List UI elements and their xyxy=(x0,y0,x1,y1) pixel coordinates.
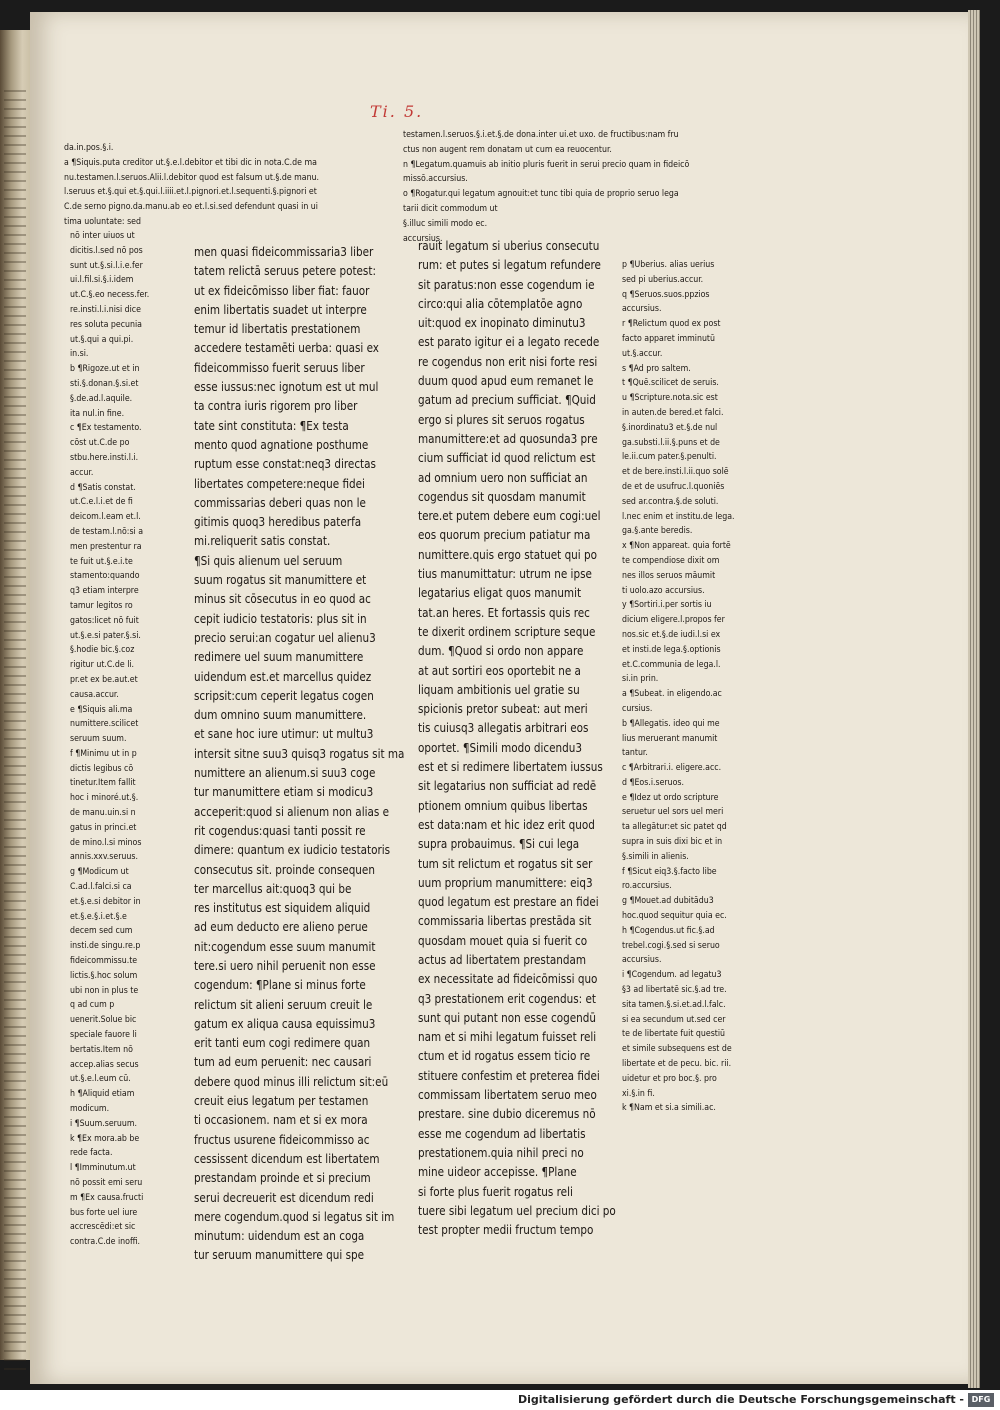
text-line: d ¶Eos.i.seruos. xyxy=(622,776,685,788)
text-line: decem sed cum xyxy=(70,925,133,937)
text-line: sed pi uberius.accur. xyxy=(622,273,704,285)
text-line: ga.§.ante beredis. xyxy=(622,525,693,537)
text-line: accursius. xyxy=(403,232,443,244)
left-gloss-column xyxy=(70,229,149,1250)
text-line: ut.C.e.l.i.et de fi xyxy=(70,496,133,508)
text-line: ctum et id rogatus essem ticio re xyxy=(418,1049,591,1064)
text-line: dicium eligere.l.propos fer xyxy=(622,614,725,626)
text-line: e ¶Siquis ali.ma xyxy=(70,703,133,715)
text-line: te dixerit ordinem scripture seque xyxy=(418,624,596,639)
text-line: k ¶Nam et si.a simili.ac. xyxy=(622,1102,716,1114)
text-line: men prestentur ra xyxy=(70,540,142,552)
text-line: gatum ex aliqua causa equissimu3 xyxy=(194,1016,376,1031)
text-line: ti uolo.azo accursius. xyxy=(622,584,705,596)
text-line: commissam libertatem seruo meo xyxy=(418,1088,597,1103)
text-line: y ¶Sortiri.i.per sortis iu xyxy=(622,599,712,611)
text-line: ga.substi.l.ii.§.puns et de xyxy=(622,436,720,448)
text-line: pr.et ex be.aut.et xyxy=(70,673,138,685)
text-line: numittere.quis ergo statuet qui po xyxy=(418,547,597,562)
text-line: trebel.cogi.§.sed si seruo xyxy=(622,939,720,951)
text-line: ut.§.e.l.eum cū. xyxy=(70,1073,131,1085)
text-line: insti.de singu.re.p xyxy=(70,940,141,952)
text-line: lictis.§.hoc solum xyxy=(70,969,138,981)
text-line: cursius. xyxy=(622,702,653,714)
text-line: in auten.de bered.et falci. xyxy=(622,406,724,418)
text-line: si forte plus fuerit rogatus reli xyxy=(418,1184,573,1199)
text-line: ter marcellus ait:quoq3 qui be xyxy=(194,881,352,896)
text-line: ita nul.in fine. xyxy=(70,407,125,419)
text-line: modicum. xyxy=(70,1103,110,1115)
text-line: sita tamen.§.si.et.ad.l.falc. xyxy=(622,998,726,1010)
text-line: esse iussus:nec ignotum est ut mul xyxy=(194,380,379,395)
text-line: prestationem.quia nihil preci no xyxy=(418,1145,584,1160)
text-line: q ¶Seruos.suos.ppzios xyxy=(622,288,710,300)
text-line: relictum sit alieni seruum creuit le xyxy=(194,997,373,1012)
text-line: men quasi fideicommissaria3 liber xyxy=(194,245,374,259)
text-line: §.illuc simili modo ec. xyxy=(403,217,488,229)
text-line: acceperit:quod si alienum non alias e xyxy=(194,804,390,819)
text-line: m ¶Ex causa.fructi xyxy=(70,1191,144,1203)
text-line: si.in prin. xyxy=(622,673,659,685)
text-line: dum omnino suum manumittere. xyxy=(194,708,367,723)
text-line: nam et si mihi legatum fuisset reli xyxy=(418,1030,597,1045)
text-line: gitimis quoq3 heredibus paterfa xyxy=(194,515,362,530)
text-line: spicionis pretor subeat: aut meri xyxy=(418,702,588,717)
text-line: b ¶Allegatis. ideo qui me xyxy=(622,717,720,729)
text-line: sed ar.contra.§.de soluti. xyxy=(622,495,719,507)
footer-bar xyxy=(0,1390,1000,1410)
text-line: res institutus est siquidem aliquid xyxy=(194,901,371,916)
text-line: q3 etiam interpre xyxy=(70,585,139,597)
text-line: q3 prestationem erit cogendus: et xyxy=(418,991,596,1006)
text-line: nit:cogendum esse suum manumit xyxy=(194,939,376,954)
text-line: C.de serno pigno.da.manu.ab eo et.l.si.sed defendunt quasi in ui xyxy=(64,201,318,213)
text-line: i ¶Cogendum. ad legatu3 xyxy=(622,969,722,981)
text-line: et.§.e.si debitor in xyxy=(70,895,141,907)
text-line: re cogendus non erit nisi forte resi xyxy=(418,354,598,369)
text-line: numittere an alienum.si suu3 coge xyxy=(194,766,376,781)
text-line: §.de.ad.l.aquile. xyxy=(70,392,133,404)
text-line: k ¶Ex mora.ab be xyxy=(70,1132,140,1144)
text-line: missō.accursius. xyxy=(403,173,468,185)
text-line: suum rogatus sit manumittere et xyxy=(194,573,367,588)
dfg-logo: DFG xyxy=(968,1393,994,1407)
text-line: gatus in princi.et xyxy=(70,821,137,833)
text-line: uidetur et pro boc.§. pro xyxy=(622,1072,717,1084)
text-line: accursius. xyxy=(622,303,662,315)
text-line: libertate et de pecu. bic. rii. xyxy=(622,1058,732,1070)
text-line: et simile subsequens est de xyxy=(622,1043,732,1055)
text-line: tarii dicit commodum ut xyxy=(403,202,498,214)
text-line: bus forte uel iure xyxy=(70,1206,138,1218)
text-line: sunt qui putant non esse cogendū xyxy=(418,1010,596,1025)
text-line: eos quorum precium patiatur ma xyxy=(418,528,591,543)
main-text-column-1 xyxy=(194,243,404,1266)
text-line: facto apparet imminutū xyxy=(622,332,715,344)
text-line: test propter medii fructum tempo xyxy=(418,1223,594,1238)
text-line: precio serui:an cogatur uel alienu3 xyxy=(194,630,376,645)
text-line: supra probauimus. ¶Si cui lega xyxy=(418,837,580,852)
text-line: creuit eius legatum per testamen xyxy=(194,1094,369,1109)
text-line: ¶Si quis alienum uel seruum xyxy=(194,553,343,568)
text-line: consecutus sit. proinde consequen xyxy=(194,862,375,877)
text-line: in.si. xyxy=(70,348,89,360)
text-line: at aut sortiri eos oportebit ne a xyxy=(418,663,581,678)
text-line: le.ii.cum pater.§.penulti. xyxy=(622,451,717,463)
text-line: tere.et putem debere eum cogi:uel xyxy=(418,509,601,524)
text-line: a ¶Subeat. in eligendo.ac xyxy=(622,688,722,700)
text-line: accedere testamēti uerba: quasi ex xyxy=(194,341,379,356)
text-line: c ¶Ex testamento. xyxy=(70,422,142,434)
text-line: sti.§.donan.§.si.et xyxy=(70,377,139,389)
top-gloss-right xyxy=(403,128,689,246)
text-line: seruum suum. xyxy=(70,733,127,745)
text-line: tius manumittatur: utrum ne ipse xyxy=(418,567,592,582)
text-line: rauit legatum si uberius consecutu xyxy=(418,239,600,253)
text-line: tamur legitos ro xyxy=(70,599,133,611)
text-line: h ¶Cogendus.ut fic.§.ad xyxy=(622,924,715,936)
text-line: q ad cum p xyxy=(70,999,115,1011)
text-line: l ¶Imminutum.ut xyxy=(70,1162,136,1174)
text-line: ex necessitate ad fideicōmissi quo xyxy=(418,972,598,987)
text-line: supra in suis dixi bic et in xyxy=(622,836,723,848)
text-line: nō possit emi seru xyxy=(70,1177,143,1188)
text-line: cepit iudicio testatoris: plus sit in xyxy=(194,611,367,626)
text-line: actus ad libertatem prestandam xyxy=(418,952,587,967)
text-line: uit:quod ex inopinato diminutu3 xyxy=(418,316,586,331)
text-line: da.in.pos.§.i. xyxy=(64,142,114,153)
text-line: legatarius eligat quos manumit xyxy=(418,586,582,601)
text-line: sit paratus:non esse cogendum ie xyxy=(418,277,595,292)
text-line: sit legatarius non sufficiat ad redē xyxy=(418,779,597,794)
text-line: rit cogendus:quasi tanti possit re xyxy=(194,823,366,838)
text-line: n ¶Legatum.quamuis ab initio pluris fuerit in serui precio quam in fideicō xyxy=(403,158,690,170)
text-line: hoc i minoré.ut.§. xyxy=(70,792,139,804)
text-line: commissaria libertas prestāda sit xyxy=(418,914,592,929)
text-line: o ¶Rogatur.qui legatum agnouit:et tunc tibi quia de proprio seruo lega xyxy=(403,188,679,200)
text-line: quosdam mouet quia si fuerit co xyxy=(418,933,588,948)
text-line: uidendum est.et marcellus quidez xyxy=(194,669,372,684)
text-line: tima uoluntate: sed xyxy=(64,215,141,227)
text-line: contra.C.de inoffi. xyxy=(70,1236,141,1248)
text-line: stbu.here.insti.l.i. xyxy=(70,451,139,463)
text-line: commissarias deberi quas non le xyxy=(194,495,366,510)
text-line: res soluta pecunia xyxy=(70,318,142,330)
text-line: cogendum: ¶Plane si minus forte xyxy=(194,978,366,993)
text-line: seruetur uel sors uel meri xyxy=(622,806,724,818)
text-line: tate sint constituta: ¶Ex testa xyxy=(194,418,349,433)
folio-header: Ti. 5. xyxy=(370,102,424,121)
text-line: numittere.scilicet xyxy=(70,718,139,730)
text-line: tantur. xyxy=(622,747,648,759)
text-line: rede facta. xyxy=(70,1147,113,1159)
text-line: debere quod minus illi relictum sit:eū xyxy=(194,1074,389,1089)
text-line: a ¶Siquis.puta creditor ut.§.e.l.debitor et tibi dic in nota.C.de ma xyxy=(64,156,317,168)
text-line: serui decreuerit est dicendum redi xyxy=(194,1190,374,1205)
text-line: nes illos seruos māumit xyxy=(622,569,716,581)
text-line: c ¶Arbitrari.i. eligere.acc. xyxy=(622,762,722,774)
text-line: ut.§.e.si pater.§.si. xyxy=(70,629,141,641)
footer-credit: Digitalisierung gefördert durch die Deutsche Forschungsgemeinschaft - xyxy=(517,1393,964,1406)
text-line: §.inordinatu3 et.§.de nul xyxy=(622,421,718,433)
text-line: temur id libertatis prestationem xyxy=(194,322,361,337)
text-line: uenerit.Solue bic xyxy=(70,1014,137,1026)
text-line: enim libertatis suadet ut interpre xyxy=(194,302,367,317)
text-line: d ¶Satis constat. xyxy=(70,481,136,493)
text-line: oportet. ¶Simili modo dicendu3 xyxy=(418,740,583,755)
text-line: et.§.e.§.i.et.§.e xyxy=(70,910,127,922)
text-line: et sane hoc iure utimur: ut multu3 xyxy=(194,727,374,742)
text-line: ad eum deducto ere alieno perue xyxy=(194,920,368,935)
text-line: g ¶Modicum ut xyxy=(70,866,129,878)
text-line: l.seruus et.§.qui et.§.qui.l.iiii.et.l.pignori.et.l.sequenti.§.pignori et xyxy=(64,186,317,198)
text-line: f ¶Sicut eiq3.§.facto libe xyxy=(622,865,717,877)
text-line: tat.an heres. Et fortassis quis rec xyxy=(418,605,590,620)
text-line: u ¶Scripture.nota.sic est xyxy=(622,392,718,404)
text-line: e ¶Idez ut ordo scripture xyxy=(622,791,719,803)
text-line: accursius. xyxy=(622,954,662,966)
text-line: mere cogendum.quod si legatus sit im xyxy=(194,1209,395,1224)
text-line: et.C.communia de lega.l. xyxy=(622,658,721,670)
text-line: stamento:quando xyxy=(70,570,140,582)
text-line: tur manumittere etiam si modicu3 xyxy=(194,785,374,800)
text-line: §3 ad libertatē sic.§.ad tre. xyxy=(622,984,727,996)
text-line: accur. xyxy=(70,466,94,478)
text-line: tatem relictā seruus petere potest: xyxy=(194,264,376,279)
text-line: ta allegātur:et sic patet qd xyxy=(622,821,727,833)
text-line: intersit sitne suu3 quisq3 rogatus sit ma xyxy=(194,746,405,761)
text-line: §.simili in alienis. xyxy=(622,850,689,862)
book-spine xyxy=(0,30,32,1360)
text-line: quod legatum est prestare an fidei xyxy=(418,895,599,910)
text-line: de testam.l.nō:si a xyxy=(70,525,144,537)
right-gloss-column xyxy=(622,258,735,1116)
text-line: tere.si uero nihil peruenit non esse xyxy=(194,958,376,973)
text-line: gatos:licet nō fuit xyxy=(70,614,139,626)
text-line: dimere: quantum ex iudicio testatoris xyxy=(194,843,391,858)
text-line: x ¶Non appareat. quia fortē xyxy=(622,540,731,552)
text-line: g ¶Mouet.ad dubitādu3 xyxy=(622,895,714,907)
text-line: nu.testamen.l.seruos.Alii.l.debitor quod est falsum ut.§.de manu. xyxy=(64,171,320,183)
text-line: C.ad.l.falci.si ca xyxy=(70,881,132,893)
text-line: lius meruerant manumit xyxy=(622,732,718,744)
text-line: dum. ¶Quod si ordo non appare xyxy=(418,644,584,659)
text-line: de mino.l.si minos xyxy=(70,836,142,848)
text-line: ut.§.qui a qui.pi. xyxy=(70,333,134,345)
text-line: fideicommissu.te xyxy=(70,955,138,967)
text-line: esse me cogendum ad libertatis xyxy=(418,1126,586,1141)
text-line: prestandam proinde et si precium xyxy=(194,1171,371,1186)
text-line: tur seruum manumittere qui spe xyxy=(194,1248,365,1263)
text-line: mi.reliquerit satis constat. xyxy=(194,534,331,549)
text-line: annis.xxv.seruus. xyxy=(70,851,138,863)
page-edges xyxy=(968,10,980,1388)
text-line: prestare. sine dubio diceremus nō xyxy=(418,1107,596,1122)
text-line: b ¶Rigoze.ut et in xyxy=(70,363,140,375)
text-line: ad omnium uero non sufficiat an xyxy=(418,470,588,485)
text-line: tum sit relictum et rogatus sit ser xyxy=(418,856,593,871)
text-line: de et de usufruc.l.quoniēs xyxy=(622,480,725,492)
text-line: tinetur.Item fallit xyxy=(70,777,136,789)
text-line: manumittere:et ad quosunda3 pre xyxy=(418,431,598,446)
text-line: est parato igitur ei a legato recede xyxy=(418,335,600,350)
text-line: libertates competere:neque fidei xyxy=(194,476,365,491)
text-line: p ¶Uberius. alias uerius xyxy=(622,259,715,270)
text-line: erit tanti eum cogi redimere quan xyxy=(194,1036,371,1051)
text-line: te fuit ut.§.e.i.te xyxy=(70,555,133,567)
text-line: fructus usurene fideicommisso ac xyxy=(194,1132,370,1147)
text-line: cogendus sit quosdam manumit xyxy=(418,489,586,504)
text-line: mine uideor accepisse. ¶Plane xyxy=(418,1165,577,1180)
text-line: speciale fauore li xyxy=(70,1029,137,1041)
text-line: sunt ut.§.si.l.i.e.fer xyxy=(70,259,143,271)
text-line: cōst ut.C.de po xyxy=(70,437,130,449)
text-line: causa.accur. xyxy=(70,688,119,700)
text-line: est et si redimere libertatem iussus xyxy=(418,760,603,775)
text-line: fideicommisso fuerit seruus liber xyxy=(194,360,365,375)
text-line: re.insti.l.i.nisi dice xyxy=(70,303,141,315)
text-line: te de libertate fuit questiū xyxy=(622,1028,726,1040)
text-line: ut ex fideicōmisso liber fiat: fauor xyxy=(194,283,370,298)
facing-page-text xyxy=(4,90,26,1370)
text-line: xi.§.in fi. xyxy=(622,1087,655,1099)
text-line: dicitis.l.sed nō pos xyxy=(70,244,143,256)
text-line: i ¶Suum.seruum. xyxy=(70,1117,138,1129)
text-line: minutum: uidendum est an coga xyxy=(194,1229,365,1244)
text-line: gatum ad precium sufficiat. ¶Quid xyxy=(418,393,596,408)
text-line: hoc.quod sequitur quia ec. xyxy=(622,910,727,922)
text-line: tis cuiusq3 allegatis arbitrari eos xyxy=(418,721,589,736)
text-line: scripsit:cum ceperit legatus cogen xyxy=(194,688,374,703)
text-line: h ¶Aliquid etiam xyxy=(70,1088,135,1100)
main-text-column-2 xyxy=(418,237,616,1240)
text-line: bertatis.Item nō xyxy=(70,1043,133,1055)
text-line: circo:qui alia cōtemplatōe agno xyxy=(418,296,583,311)
text-line: et de bere.insti.l.ii.quo solē xyxy=(622,466,729,478)
text-line: ro.accursius. xyxy=(622,880,672,892)
text-line: si ea secundum ut.sed cer xyxy=(622,1013,726,1025)
text-line: testamen.l.seruos.§.i.et.§.de dona.inter ui.et uxo. de fructibus:nam fru xyxy=(403,129,679,140)
text-line: l.nec enim et institu.de lega. xyxy=(622,510,735,522)
text-line: stituere confestim et preterea fidei xyxy=(418,1068,600,1083)
text-line: cessissent dicendum est libertatem xyxy=(194,1151,380,1166)
text-line: ut.§.accur. xyxy=(622,347,663,359)
text-line: rum: et putes si legatum refundere xyxy=(418,258,601,273)
text-line: uum proprium manumittere: eiq3 xyxy=(418,875,593,890)
text-line: nō inter uiuos ut xyxy=(70,230,135,241)
text-line: §.hodie bic.§.coz xyxy=(70,644,135,656)
text-line: ergo si plures sit seruos rogatus xyxy=(418,412,585,427)
text-line: tum ad eum peruenit: nec causari xyxy=(194,1055,372,1070)
text-line: cium sufficiat id quod relictum est xyxy=(418,451,596,466)
text-line: ta contra iuris rigorem pro liber xyxy=(194,399,358,414)
text-line: ptionem omnium quibus libertas xyxy=(418,798,588,813)
text-line: ruptum esse constat:neq3 directas xyxy=(194,457,376,472)
text-line: t ¶Quē.scilicet de seruis. xyxy=(622,377,719,389)
text-line: redimere uel suum manumittere xyxy=(194,650,364,665)
text-line: s ¶Ad pro saltem. xyxy=(622,362,691,374)
text-line: ui.l.fil.si.§.i.idem xyxy=(70,274,134,286)
text-line: r ¶Relictum quod ex post xyxy=(622,318,721,330)
text-line: tuere sibi legatum uel precium dici po xyxy=(418,1203,616,1218)
text-line: mento quod agnatione posthume xyxy=(194,437,369,452)
text-line: et insti.de lega.§.optionis xyxy=(622,643,721,655)
text-line: ctus non augent rem donatam ut cum ea reuocentur. xyxy=(403,143,612,155)
text-line: nos.sic et.§.de iudi.l.si ex xyxy=(622,628,721,640)
text-line: de manu.uin.si n xyxy=(70,807,136,819)
text-line: ubi non in plus te xyxy=(70,984,139,996)
text-line: accrescēdi:et sic xyxy=(70,1221,136,1233)
text-line: ti occasionem. nam et si ex mora xyxy=(194,1113,368,1128)
text-line: f ¶Minimu ut in p xyxy=(70,747,137,759)
top-gloss-left xyxy=(64,141,319,230)
text-line: liquam ambitionis uel gratie su xyxy=(418,682,580,697)
text-line: rigitur ut.C.de li. xyxy=(70,659,135,671)
text-line: est data:nam et hic idez erit quod xyxy=(418,817,595,832)
text-line: accep.alias secus xyxy=(70,1058,139,1070)
text-line: minus sit cōsecutus in eo quod ac xyxy=(194,592,371,607)
text-line: deicom.l.eam et.l. xyxy=(70,511,141,523)
text-line: te compendiose dixit om xyxy=(622,554,720,566)
text-line: duum quod apud eum remanet le xyxy=(418,374,594,389)
text-line: dictis legibus cō xyxy=(70,762,134,774)
text-line: ut.C.§.eo necess.fer. xyxy=(70,289,150,301)
